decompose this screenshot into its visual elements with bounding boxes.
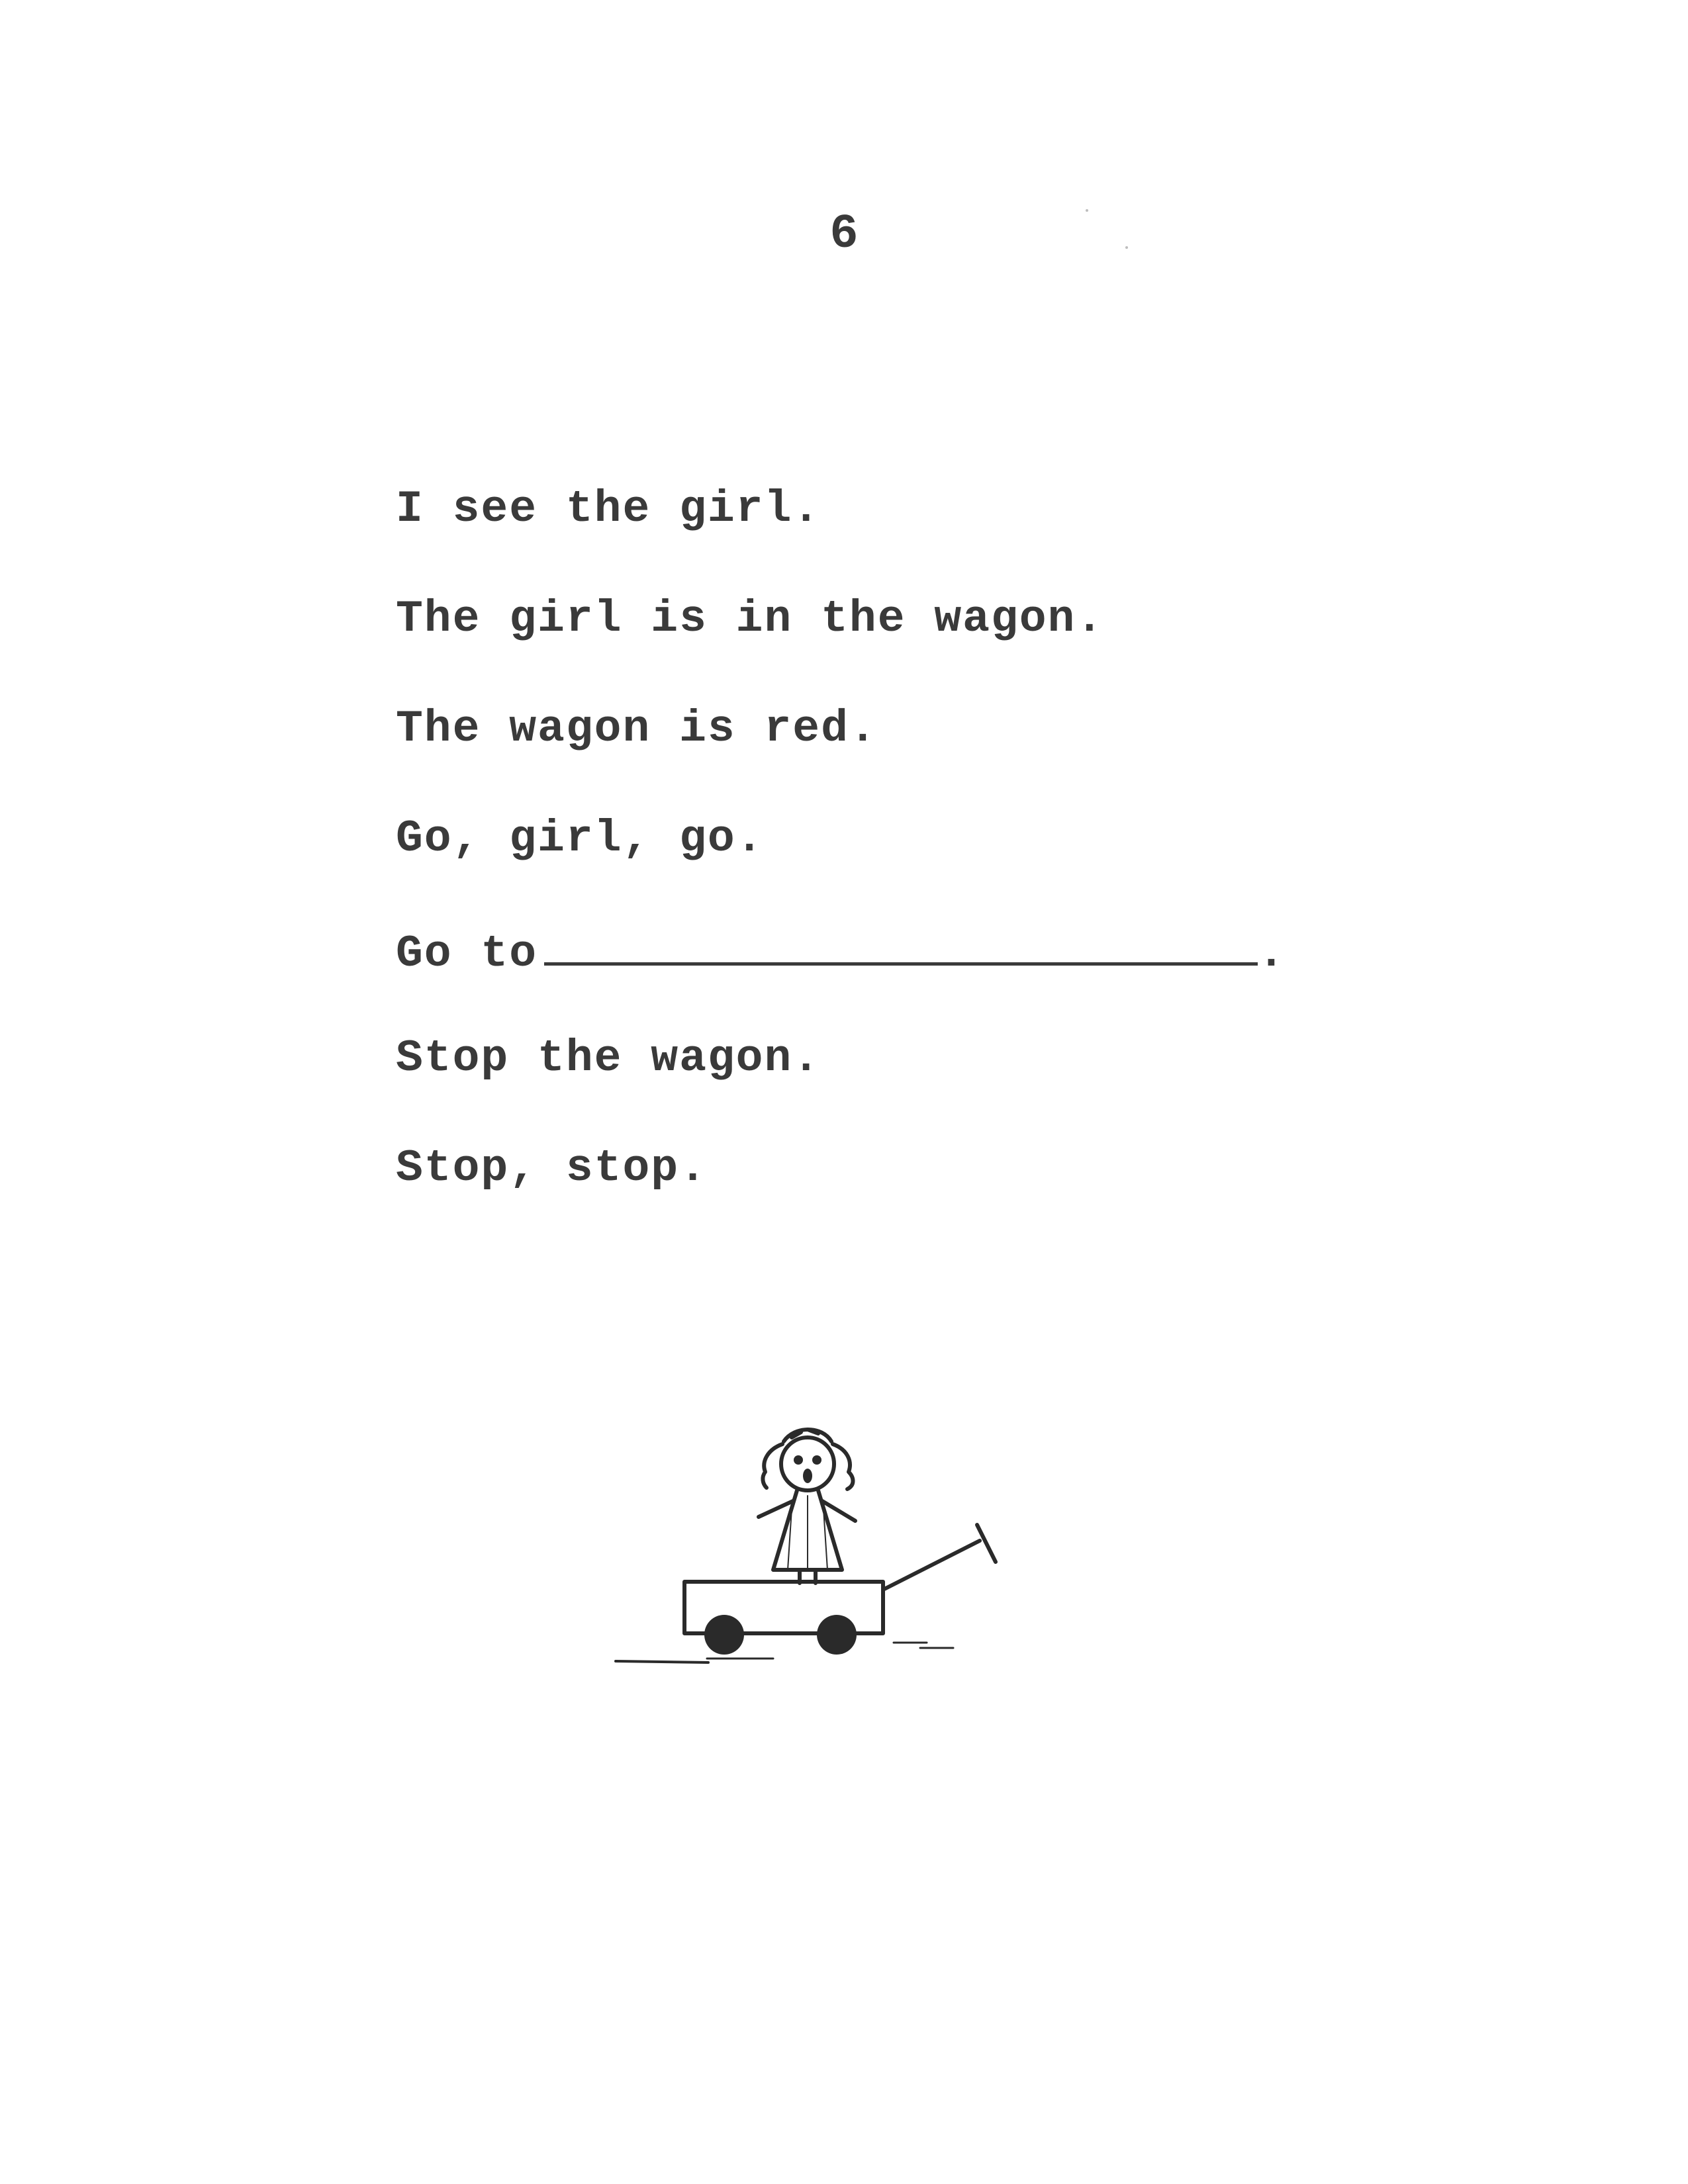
scan-speck	[1086, 209, 1088, 212]
wagon-wheel-left	[704, 1615, 744, 1655]
wagon-handle	[883, 1541, 980, 1590]
story-line-1: I see the girl.	[396, 484, 821, 535]
story-text	[396, 483, 1389, 1252]
fill-in-blank[interactable]	[544, 923, 1258, 966]
fill-in-prompt: Go to	[396, 929, 538, 979]
story-line-6: Stop the wagon.	[396, 1033, 821, 1084]
story-line-7: Stop, stop.	[396, 1143, 708, 1194]
fill-in-line	[396, 923, 1389, 1032]
girl-in-wagon-drawing-icon	[609, 1403, 1033, 1694]
scan-speck	[1125, 246, 1128, 249]
story-line-2: The girl is in the wagon.	[396, 594, 1105, 645]
ground-line-left	[616, 1661, 708, 1662]
story-line-3: The wagon is red.	[396, 704, 878, 754]
wagon-wheel-right	[817, 1615, 857, 1655]
page-number: 6	[829, 207, 859, 261]
story-line-4: Go, girl, go.	[396, 813, 765, 864]
ground-line-right	[894, 1643, 953, 1648]
fill-in-period: .	[1258, 929, 1286, 979]
